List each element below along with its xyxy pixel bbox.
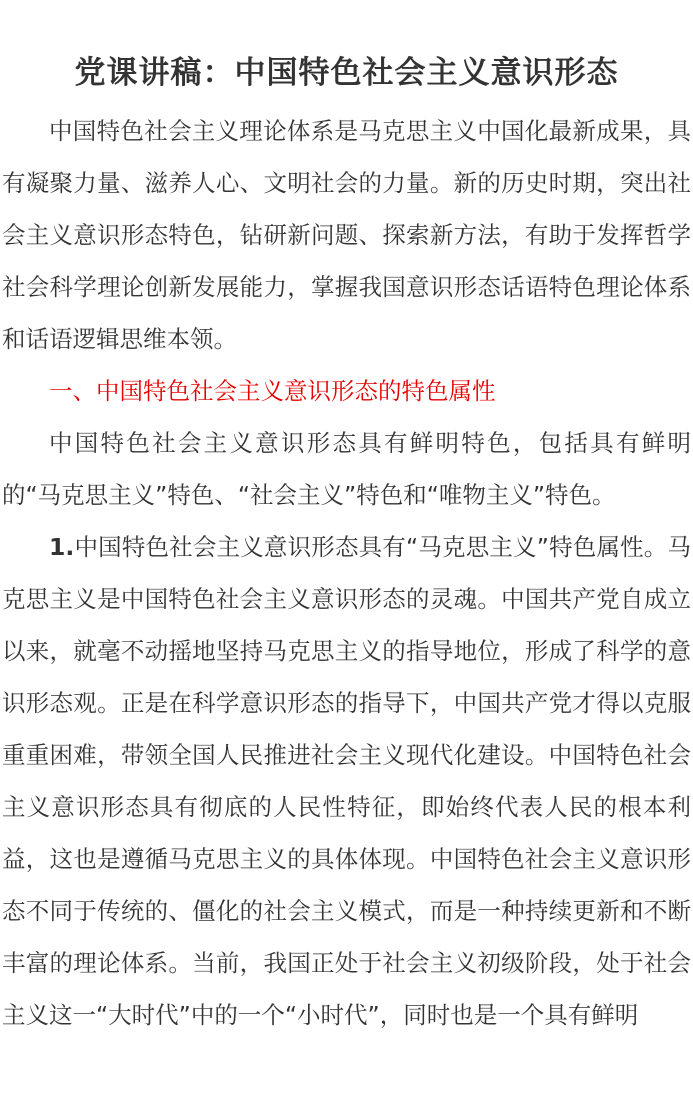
list-number: 1. <box>49 533 75 561</box>
article-body <box>2 105 691 1041</box>
paragraph-intro: 中国特色社会主义理论体系是马克思主义中国化最新成果，具有凝聚力量、滋养人心、文明社会的力量。新的历史时期，突出社会主义意识形态特色，钻研新问题、探索新方法，有助于发挥哲学社会科学理论创新发展能力，掌握我国意识形态话语特色理论体系和话语逻辑思维本领。 <box>2 117 691 353</box>
article-title: 党课讲稿：中国特色社会主义意识形态 <box>74 54 619 91</box>
paragraph-features: 中国特色社会主义意识形态具有鲜明特色，包括具有鲜明的“马克思主义”特色、“社会主义”特色和“唯物主义”特色。 <box>2 429 691 509</box>
paragraph-marxism-text: 中国特色社会主义意识形态具有“马克思主义”特色属性。马克思主义是中国特色社会主义意识形态的灵魂。中国共产党自成立以来，就毫不动摇地坚持马克思主义的指导地位，形成了科学的意识形态观。正是在科学意识形态的指导下，中国共产党才得以克服重重困难，带领全国人民推进社会主义现代化建设。中国特色社会主义意识形态具有彻底的人民性特征，即始终代表人民的根本利益，这也是遵循马克思主义的具体体现。中国特色社会主义意识形态不同于传统的、僵化的社会主义模式，而是一种持续更新和不断丰富的理论体系。当前，我国正处于社会主义初级阶段，处于社会主义这一“大时代”中的一个“小时代”，同时也是一个具有鲜明 <box>2 533 691 1029</box>
section-heading-1: 一、中国特色社会主义意识形态的特色属性 <box>49 377 496 405</box>
paragraph-marxism <box>2 521 691 1041</box>
